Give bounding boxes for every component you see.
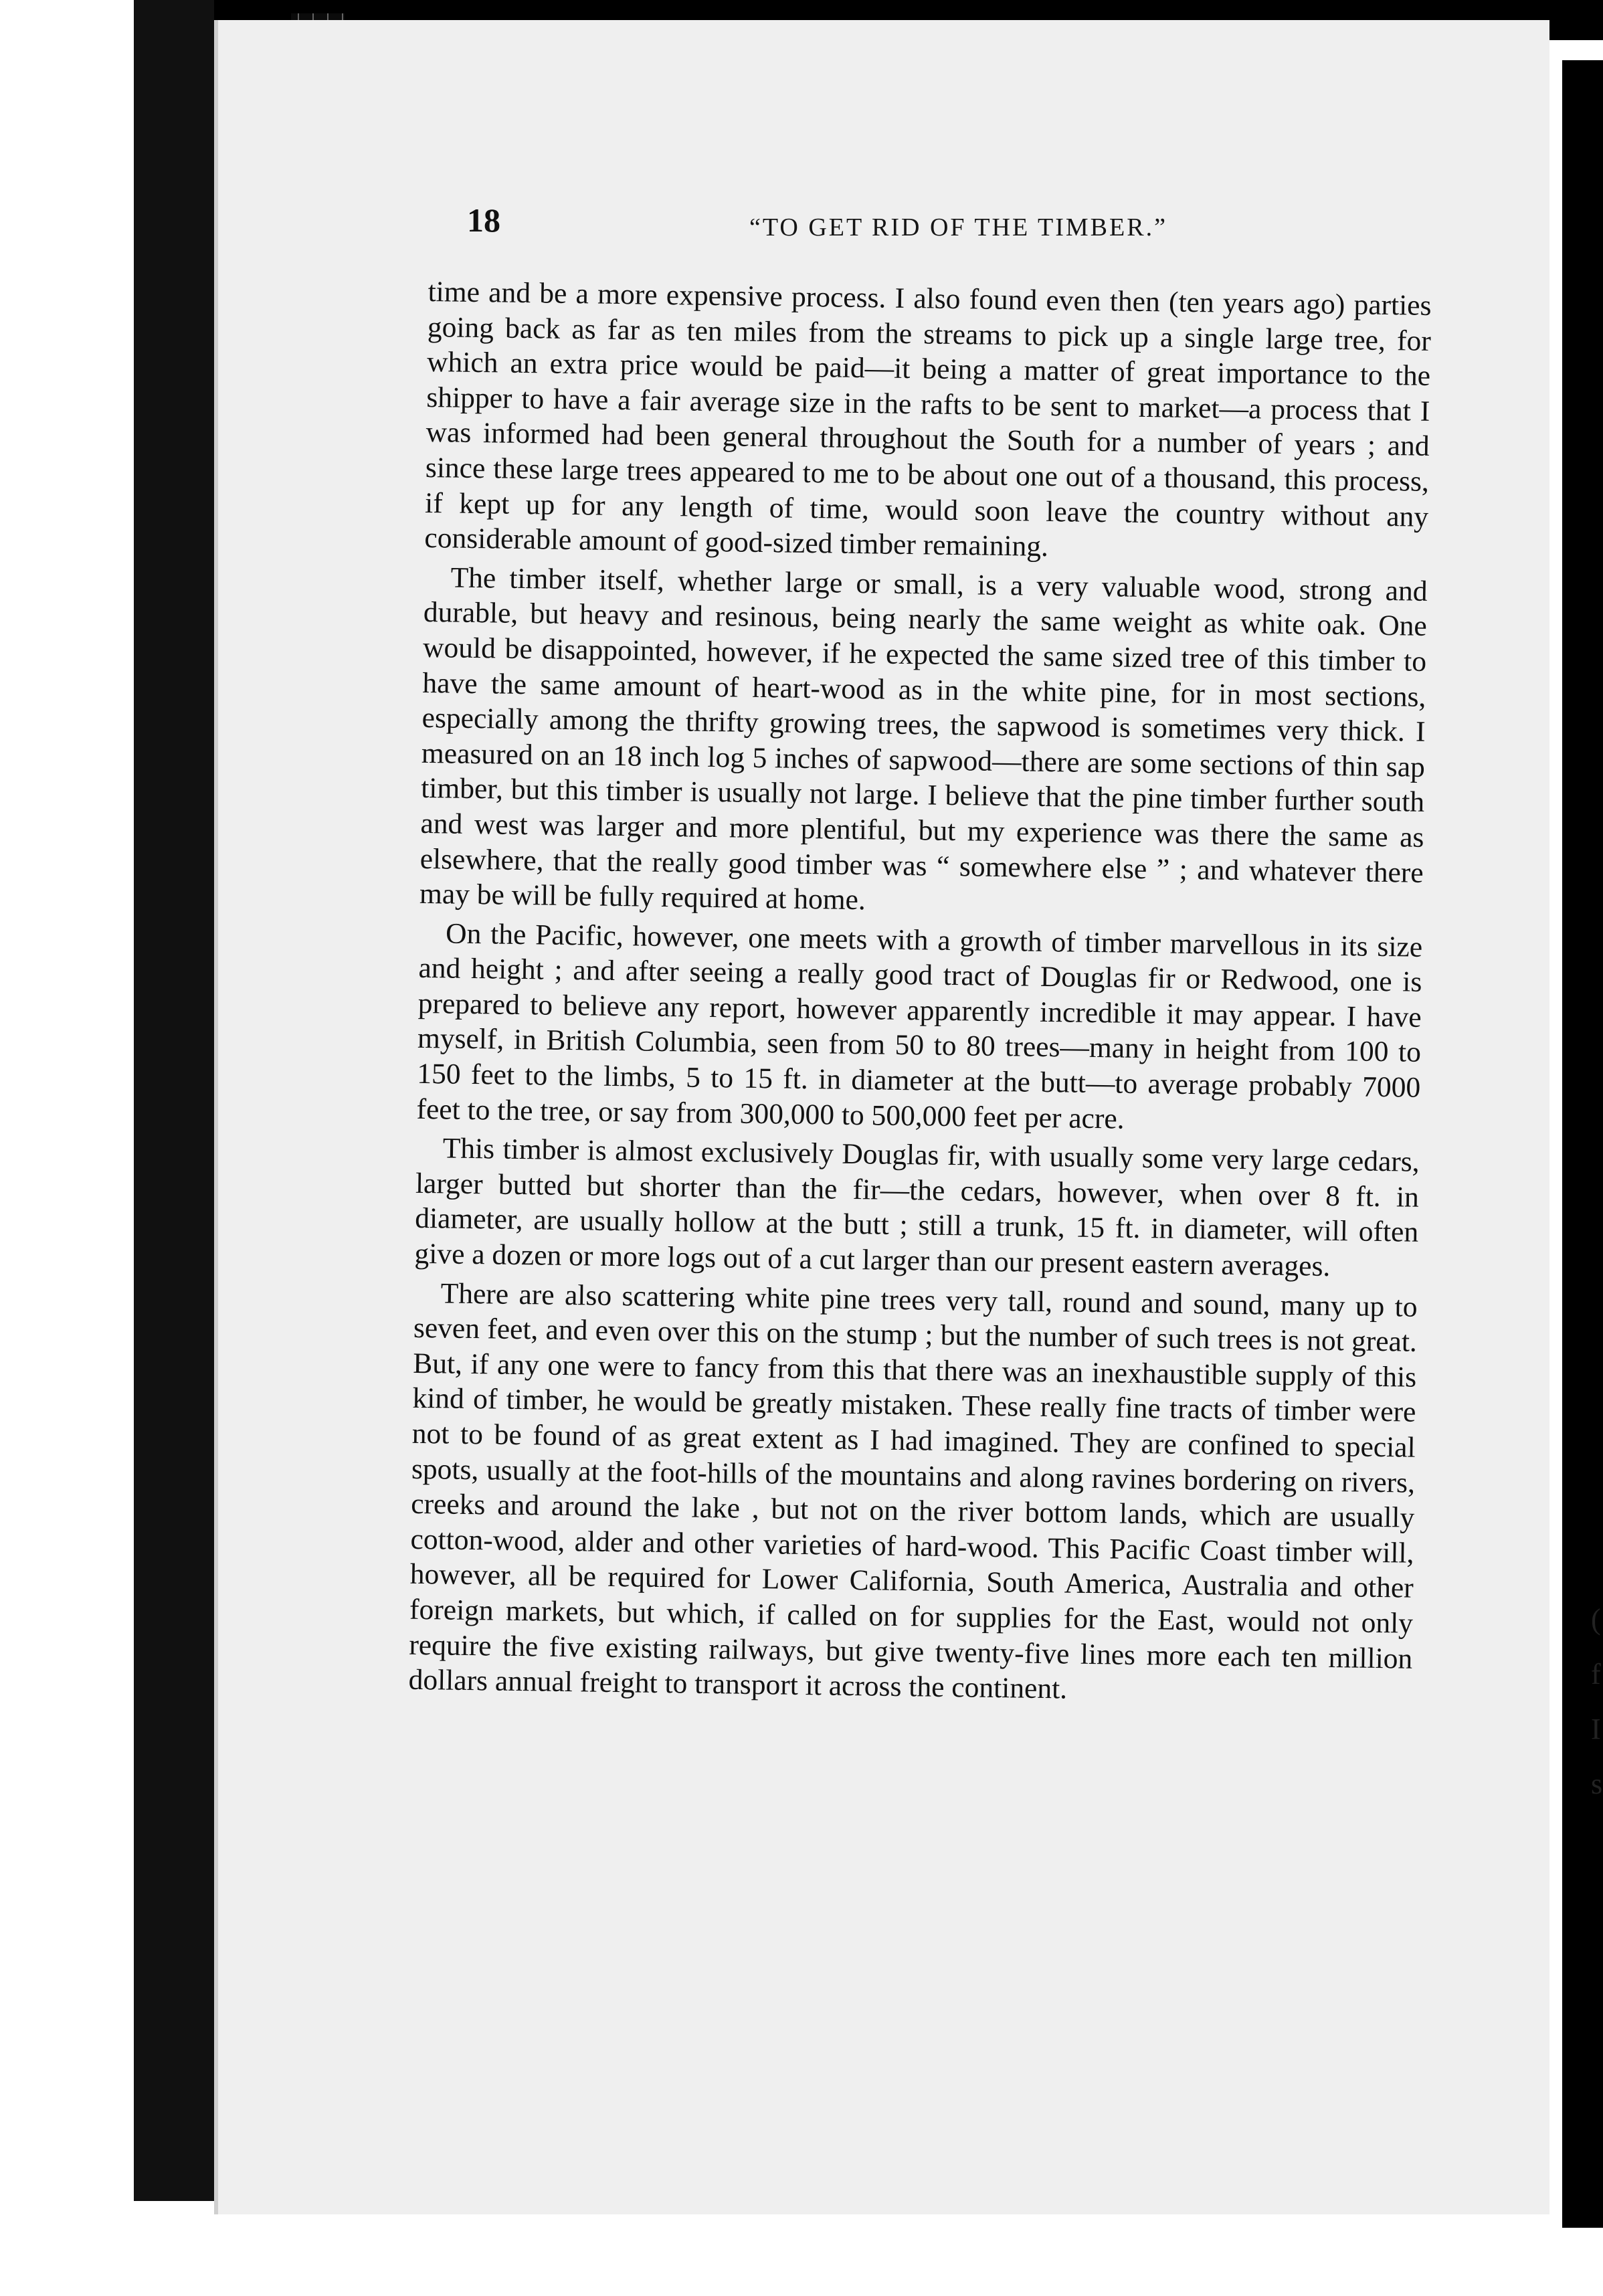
paragraph: There are also scattering white pine trees very tall, round and sound, many up to seven feet, and even over this on the stump ; but the number of such trees is not great. But, if any one were to fancy from this that there was an inexhaustible supply of this kind of timber, he would be greatly mistaken. These really fine tracts of timber were not to be found of as great extent as I had imagined. They are confined to special spots, usually at the foot-hills of the mountains and along ravines bordering on rivers, creeks and around the lake , but not on the river bottom lands, which are usually cotton-wood, alder and other varieties of hard-wood. This Pacific Coast timber will, however, all be required for Lower California, South America, Australia and other foreign markets, but which, if called on for supplies for the East, would not only require the five existing railways, but give twenty-five lines more each ten million dollars annual freight to transport it across the continent. [408, 1277, 1418, 1705]
book-page-edges [134, 0, 214, 2201]
facing-page-char: ( [1591, 1603, 1601, 1636]
scan-left-margin [0, 0, 134, 2296]
paragraph: On the Pacific, however, one meets with a growth of timber marvellous in its size and height ; and after seeing a really good tract of Douglas fir or Redwood, one is prepared to believe any report, however apparently incredible it may appear. I have myself, in British Columbia, seen from 50 to 80 trees—many in height from 100 to 150 feet to the limbs, 5 to 15 ft. in diameter at the butt—to average probably 7000 feet to the tree, or say from 300,000 to 500,000 feet per acre. [416, 917, 1423, 1135]
running-head: “TO GET RID OF THE TIMBER.” [749, 213, 1167, 242]
paragraph: This timber is almost exclusively Douglas fir, with usually some very large cedars, larger butted but shorter than the fir—the cedars, however, when over 8 ft. in diameter, are usually hollow at the butt ; still a trunk, 15 ft. in diameter, will often give a dozen or more logs out of a cut larger than our present eastern averages. [414, 1132, 1420, 1282]
paragraph: The timber itself, whether large or small, is a very valuable wood, strong and durable, but heavy and resinous, being nearly the same weight as white oak. One would be disappointed, however, if he expected the same sized tree of this timber to have the same amount of heart-wood as in the white pine, for in most sections, especially among the thrifty growing trees, the sapwood is sometimes very thick. I measured on an 18 inch log 5 inches of sapwood—there are some sections of thin sap timber, but this timber is usually not large. I believe that the pine timber further south and west was larger and more plentiful, but my experience was there the same as elsewhere, that the really good timber was “ somewhere else ” ; and whatever there may be will be fully required at home. [419, 561, 1428, 917]
paragraph: time and be a more expensive process. I also found even then (ten years ago) parties going back as far as ten miles from the streams to pick up a single large tree, for which an extra price would be paid—it being a matter of great importance to the shipper to have a fair average size in the rafts to be sent to market—a process that I was informed had been general throughout the South for a number of years ; and since these large trees appeared to me to be about one out of a thousand, this process, if kept up for any length of time, would soon leave the country without any considerable amount of good-sized timber remaining. [424, 275, 1432, 563]
body-text [408, 274, 1432, 1711]
facing-page-char: s [1591, 1767, 1603, 1800]
facing-page-char: I [1591, 1713, 1601, 1745]
facing-page-char: f [1591, 1658, 1601, 1691]
facing-page-fragments [1591, 0, 1603, 2296]
page-number: 18 [467, 201, 500, 239]
